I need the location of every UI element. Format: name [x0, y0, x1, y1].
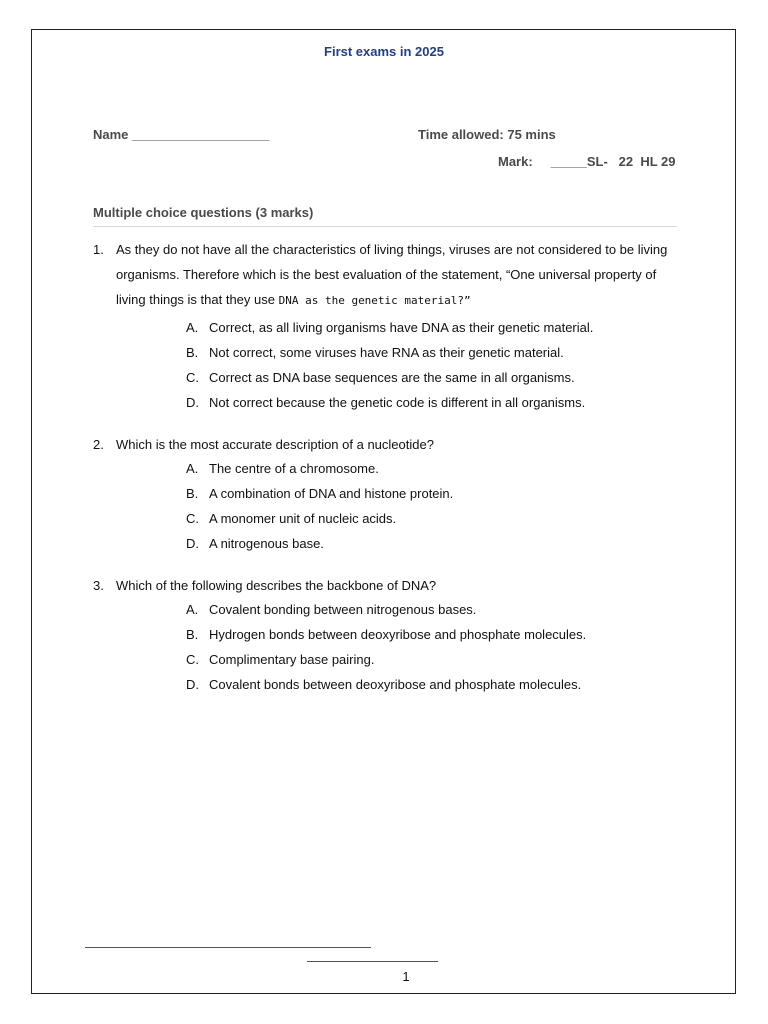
- question-number: 2.: [93, 437, 104, 452]
- footer-link-underline: [307, 961, 438, 962]
- question-number: 1.: [93, 242, 104, 257]
- option-text: The centre of a chromosome.: [209, 461, 379, 476]
- option-text: Correct, as all living organisms have DNA as their genetic material.: [209, 320, 594, 335]
- question-stem: Which is the most accurate description of a nucleotide?: [116, 437, 434, 452]
- question-1: [93, 237, 683, 313]
- option-letter: B.: [186, 345, 199, 360]
- question-stem-text: As they do not have all the characteristics of living things, viruses are not considered to be living organisms. Therefore which is the best evaluation of the statement, “One universal property of living things is that they use: [116, 242, 668, 307]
- option-letter: A.: [186, 461, 199, 476]
- option-letter: A.: [186, 320, 199, 335]
- option-text: A nitrogenous base.: [209, 536, 324, 551]
- option-letter: B.: [186, 486, 199, 501]
- option-letter: C.: [186, 652, 199, 667]
- mark-line: Mark: _____SL- 22 HL 29: [498, 154, 676, 169]
- option-text: Covalent bonding between nitrogenous bases.: [209, 602, 477, 617]
- question-stem: [116, 237, 683, 313]
- section-divider: [93, 226, 677, 227]
- time-allowed: Time allowed: 75 mins: [418, 127, 556, 142]
- option-letter: A.: [186, 602, 199, 617]
- option-text: Correct as DNA base sequences are the same in all organisms.: [209, 370, 575, 385]
- option-text: A combination of DNA and histone protein.: [209, 486, 454, 501]
- option-letter: D.: [186, 536, 199, 551]
- page-title: First exams in 2025: [324, 44, 444, 59]
- option-letter: C.: [186, 511, 199, 526]
- option-text: Not correct because the genetic code is different in all organisms.: [209, 395, 586, 410]
- page-number: 1: [402, 969, 410, 984]
- name-field-label: Name ___________________: [93, 127, 270, 142]
- option-letter: C.: [186, 370, 199, 385]
- option-letter: B.: [186, 627, 199, 642]
- option-text: Covalent bonds between deoxyribose and phosphate molecules.: [209, 677, 582, 692]
- question-2: [93, 432, 683, 457]
- footnote-separator: [85, 947, 371, 948]
- option-letter: D.: [186, 395, 199, 410]
- question-stem-mono-text: DNA as the genetic material?”: [278, 294, 471, 307]
- option-text: Not correct, some viruses have RNA as their genetic material.: [209, 345, 564, 360]
- section-heading: Multiple choice questions (3 marks): [93, 205, 314, 220]
- option-text: A monomer unit of nucleic acids.: [209, 511, 397, 526]
- question-3: [93, 573, 683, 598]
- option-letter: D.: [186, 677, 199, 692]
- option-text: Hydrogen bonds between deoxyribose and phosphate molecules.: [209, 627, 587, 642]
- option-text: Complimentary base pairing.: [209, 652, 375, 667]
- question-stem: Which of the following describes the backbone of DNA?: [116, 578, 437, 593]
- question-number: 3.: [93, 578, 104, 593]
